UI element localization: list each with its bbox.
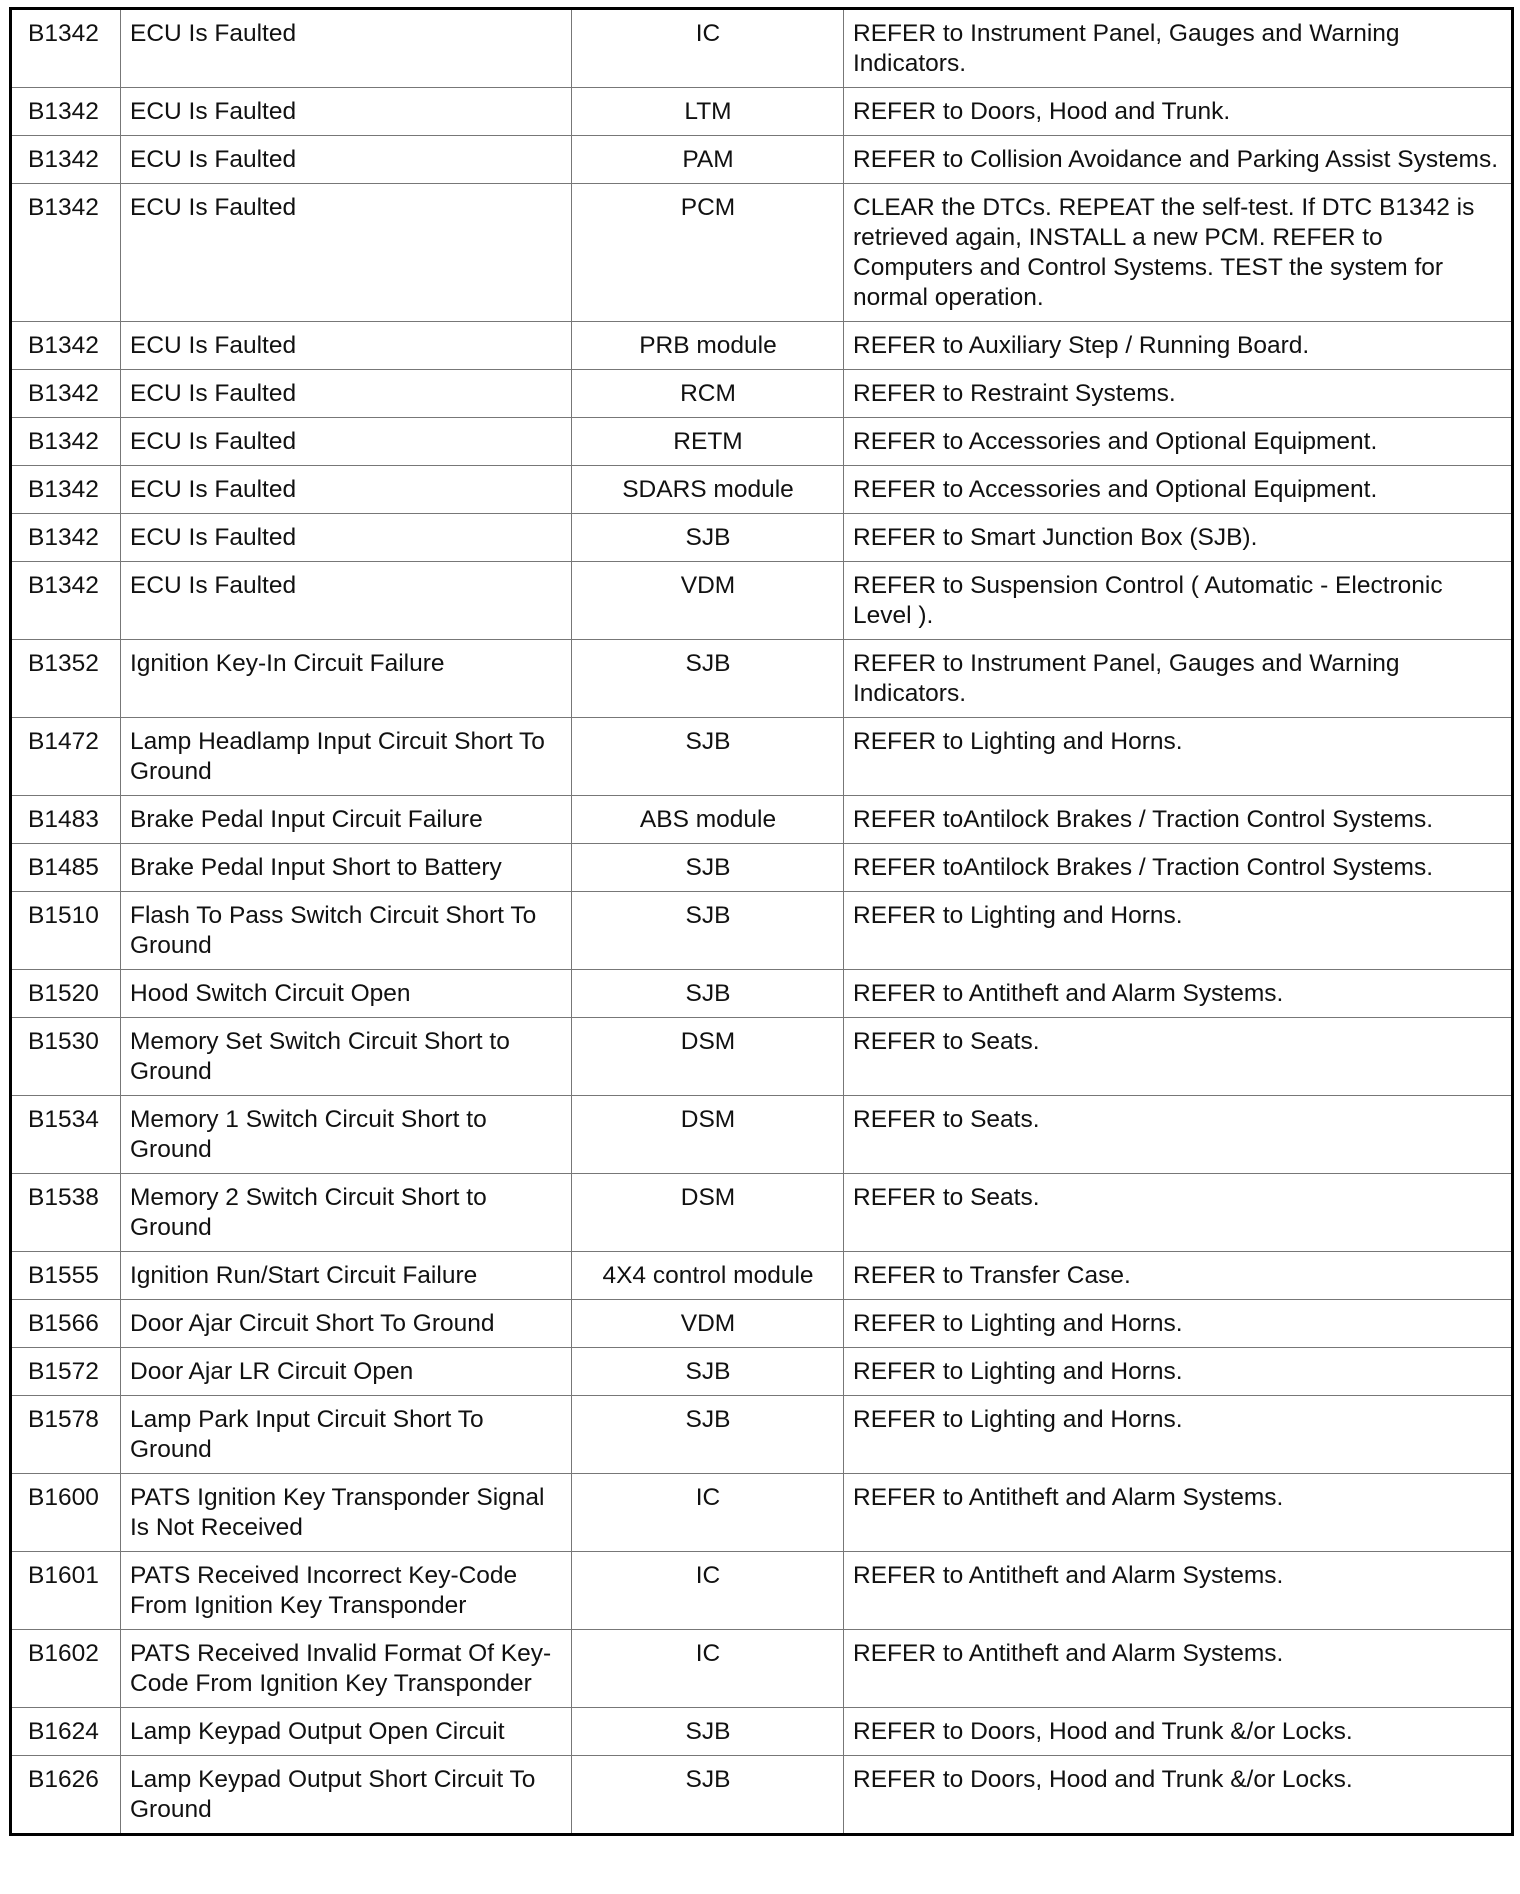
- dtc-description: Memory Set Switch Circuit Short to Ground: [121, 1018, 572, 1096]
- dtc-module: SJB: [572, 1756, 844, 1835]
- table-row: [11, 184, 1513, 322]
- table-row: [11, 418, 1513, 466]
- table-row: [11, 1552, 1513, 1630]
- table-row: [11, 1252, 1513, 1300]
- dtc-code: B1510: [11, 892, 121, 970]
- dtc-description: Door Ajar LR Circuit Open: [121, 1348, 572, 1396]
- dtc-module: SJB: [572, 844, 844, 892]
- dtc-module: SJB: [572, 1708, 844, 1756]
- dtc-module: DSM: [572, 1096, 844, 1174]
- dtc-action: REFER to Doors, Hood and Trunk &/or Locks.: [844, 1756, 1513, 1835]
- dtc-action: REFER to Lighting and Horns.: [844, 1396, 1513, 1474]
- dtc-code: B1572: [11, 1348, 121, 1396]
- dtc-module: VDM: [572, 1300, 844, 1348]
- dtc-code: B1342: [11, 184, 121, 322]
- table-row: [11, 562, 1513, 640]
- dtc-code: B1578: [11, 1396, 121, 1474]
- dtc-description: ECU Is Faulted: [121, 184, 572, 322]
- dtc-code: B1342: [11, 9, 121, 88]
- dtc-action: REFER to Lighting and Horns.: [844, 892, 1513, 970]
- table-row: [11, 1096, 1513, 1174]
- dtc-module: RETM: [572, 418, 844, 466]
- table-row: [11, 718, 1513, 796]
- table-row: [11, 1474, 1513, 1552]
- dtc-code: B1534: [11, 1096, 121, 1174]
- dtc-code: B1342: [11, 562, 121, 640]
- dtc-code: B1626: [11, 1756, 121, 1835]
- dtc-action: REFER toAntilock Brakes / Traction Control Systems.: [844, 796, 1513, 844]
- dtc-code: B1566: [11, 1300, 121, 1348]
- dtc-action: REFER toAntilock Brakes / Traction Control Systems.: [844, 844, 1513, 892]
- table-row: [11, 88, 1513, 136]
- dtc-module: IC: [572, 1474, 844, 1552]
- dtc-description: Door Ajar Circuit Short To Ground: [121, 1300, 572, 1348]
- table-row: [11, 9, 1513, 88]
- dtc-action: REFER to Antitheft and Alarm Systems.: [844, 970, 1513, 1018]
- dtc-code: B1342: [11, 370, 121, 418]
- dtc-code: B1342: [11, 466, 121, 514]
- dtc-action: REFER to Lighting and Horns.: [844, 1348, 1513, 1396]
- dtc-code: B1520: [11, 970, 121, 1018]
- dtc-module: PRB module: [572, 322, 844, 370]
- dtc-action: REFER to Doors, Hood and Trunk.: [844, 88, 1513, 136]
- dtc-code: B1342: [11, 322, 121, 370]
- table-row: [11, 970, 1513, 1018]
- dtc-table: [9, 7, 1514, 1836]
- dtc-action: REFER to Restraint Systems.: [844, 370, 1513, 418]
- dtc-code: B1352: [11, 640, 121, 718]
- dtc-action: REFER to Antitheft and Alarm Systems.: [844, 1552, 1513, 1630]
- dtc-code: B1483: [11, 796, 121, 844]
- table-row: [11, 514, 1513, 562]
- dtc-table-container: [9, 7, 1511, 1836]
- dtc-code: B1472: [11, 718, 121, 796]
- table-row: [11, 136, 1513, 184]
- table-row: [11, 1708, 1513, 1756]
- dtc-description: ECU Is Faulted: [121, 514, 572, 562]
- dtc-table-body: [11, 9, 1513, 1835]
- table-row: [11, 1348, 1513, 1396]
- dtc-module: SJB: [572, 892, 844, 970]
- dtc-code: B1624: [11, 1708, 121, 1756]
- dtc-code: B1530: [11, 1018, 121, 1096]
- dtc-description: Hood Switch Circuit Open: [121, 970, 572, 1018]
- dtc-description: PATS Received Incorrect Key-Code From Ignition Key Transponder: [121, 1552, 572, 1630]
- dtc-module: SJB: [572, 970, 844, 1018]
- dtc-module: VDM: [572, 562, 844, 640]
- dtc-description: Lamp Keypad Output Open Circuit: [121, 1708, 572, 1756]
- table-row: [11, 892, 1513, 970]
- dtc-action: REFER to Seats.: [844, 1174, 1513, 1252]
- dtc-module: PAM: [572, 136, 844, 184]
- dtc-module: IC: [572, 9, 844, 88]
- dtc-action: REFER to Collision Avoidance and Parking Assist Systems.: [844, 136, 1513, 184]
- dtc-description: ECU Is Faulted: [121, 370, 572, 418]
- dtc-description: ECU Is Faulted: [121, 466, 572, 514]
- dtc-module: SJB: [572, 1396, 844, 1474]
- dtc-description: Brake Pedal Input Circuit Failure: [121, 796, 572, 844]
- dtc-module: SJB: [572, 718, 844, 796]
- dtc-action: REFER to Suspension Control ( Automatic - Electronic Level ).: [844, 562, 1513, 640]
- dtc-module: IC: [572, 1552, 844, 1630]
- dtc-module: PCM: [572, 184, 844, 322]
- dtc-description: ECU Is Faulted: [121, 88, 572, 136]
- table-row: [11, 1174, 1513, 1252]
- dtc-description: Memory 2 Switch Circuit Short to Ground: [121, 1174, 572, 1252]
- dtc-module: 4X4 control module: [572, 1252, 844, 1300]
- dtc-description: ECU Is Faulted: [121, 418, 572, 466]
- dtc-action: REFER to Instrument Panel, Gauges and Warning Indicators.: [844, 640, 1513, 718]
- table-row: [11, 1396, 1513, 1474]
- dtc-code: B1600: [11, 1474, 121, 1552]
- dtc-action: REFER to Accessories and Optional Equipment.: [844, 466, 1513, 514]
- dtc-action: REFER to Transfer Case.: [844, 1252, 1513, 1300]
- dtc-code: B1342: [11, 514, 121, 562]
- dtc-module: DSM: [572, 1018, 844, 1096]
- dtc-action: CLEAR the DTCs. REPEAT the self-test. If DTC B1342 is retrieved again, INSTALL a new PCM. REFER to Computers and Control Systems. TEST the system for normal operation.: [844, 184, 1513, 322]
- dtc-action: REFER to Antitheft and Alarm Systems.: [844, 1474, 1513, 1552]
- dtc-description: ECU Is Faulted: [121, 562, 572, 640]
- dtc-code: B1601: [11, 1552, 121, 1630]
- dtc-description: Brake Pedal Input Short to Battery: [121, 844, 572, 892]
- table-row: [11, 466, 1513, 514]
- dtc-module: SJB: [572, 1348, 844, 1396]
- dtc-action: REFER to Seats.: [844, 1018, 1513, 1096]
- dtc-action: REFER to Seats.: [844, 1096, 1513, 1174]
- dtc-description: Memory 1 Switch Circuit Short to Ground: [121, 1096, 572, 1174]
- dtc-code: B1602: [11, 1630, 121, 1708]
- dtc-code: B1485: [11, 844, 121, 892]
- dtc-module: SJB: [572, 514, 844, 562]
- dtc-module: RCM: [572, 370, 844, 418]
- dtc-description: Ignition Key-In Circuit Failure: [121, 640, 572, 718]
- table-row: [11, 1300, 1513, 1348]
- table-row: [11, 1756, 1513, 1835]
- table-row: [11, 322, 1513, 370]
- dtc-description: Ignition Run/Start Circuit Failure: [121, 1252, 572, 1300]
- dtc-code: B1342: [11, 418, 121, 466]
- dtc-code: B1342: [11, 88, 121, 136]
- dtc-module: IC: [572, 1630, 844, 1708]
- dtc-module: SJB: [572, 640, 844, 718]
- table-row: [11, 796, 1513, 844]
- dtc-code: B1555: [11, 1252, 121, 1300]
- dtc-description: ECU Is Faulted: [121, 136, 572, 184]
- dtc-module: SDARS module: [572, 466, 844, 514]
- dtc-action: REFER to Accessories and Optional Equipment.: [844, 418, 1513, 466]
- table-row: [11, 844, 1513, 892]
- dtc-action: REFER to Instrument Panel, Gauges and Warning Indicators.: [844, 9, 1513, 88]
- dtc-module: ABS module: [572, 796, 844, 844]
- dtc-action: REFER to Antitheft and Alarm Systems.: [844, 1630, 1513, 1708]
- table-row: [11, 640, 1513, 718]
- dtc-description: PATS Ignition Key Transponder Signal Is Not Received: [121, 1474, 572, 1552]
- dtc-code: B1342: [11, 136, 121, 184]
- table-row: [11, 370, 1513, 418]
- dtc-description: Flash To Pass Switch Circuit Short To Ground: [121, 892, 572, 970]
- table-row: [11, 1018, 1513, 1096]
- dtc-action: REFER to Auxiliary Step / Running Board.: [844, 322, 1513, 370]
- dtc-description: ECU Is Faulted: [121, 9, 572, 88]
- dtc-action: REFER to Lighting and Horns.: [844, 1300, 1513, 1348]
- dtc-description: Lamp Keypad Output Short Circuit To Ground: [121, 1756, 572, 1835]
- dtc-description: ECU Is Faulted: [121, 322, 572, 370]
- dtc-action: REFER to Doors, Hood and Trunk &/or Locks.: [844, 1708, 1513, 1756]
- dtc-action: REFER to Smart Junction Box (SJB).: [844, 514, 1513, 562]
- dtc-module: DSM: [572, 1174, 844, 1252]
- table-row: [11, 1630, 1513, 1708]
- dtc-description: Lamp Park Input Circuit Short To Ground: [121, 1396, 572, 1474]
- dtc-module: LTM: [572, 88, 844, 136]
- dtc-code: B1538: [11, 1174, 121, 1252]
- dtc-description: Lamp Headlamp Input Circuit Short To Ground: [121, 718, 572, 796]
- dtc-description: PATS Received Invalid Format Of Key-Code From Ignition Key Transponder: [121, 1630, 572, 1708]
- dtc-action: REFER to Lighting and Horns.: [844, 718, 1513, 796]
